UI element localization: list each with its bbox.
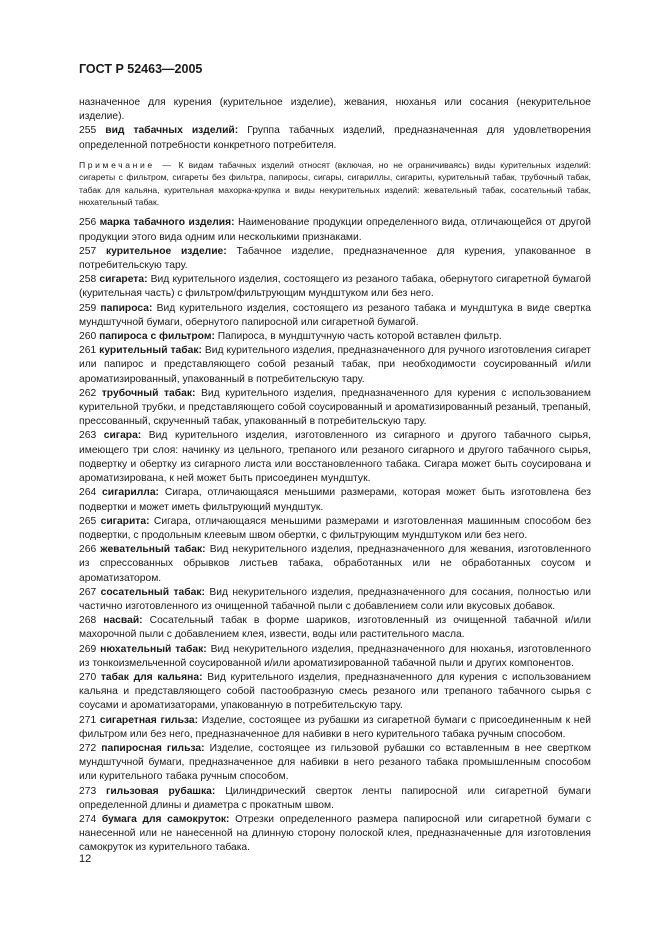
entry-text: Цилиндрический сверток ленты папиросной или сигаретной бумаги определенной длины и диаметра с прокатным швом.	[79, 785, 591, 811]
entry-text: Вид курительного изделия, состоящего из резаного табака и мундштука в виде свертка мундштучной бумаги, обернутого папиросной или сигаретной бумагой.	[79, 302, 591, 328]
definition-entry	[79, 344, 591, 387]
definition-entry	[79, 671, 591, 714]
entry-number: 272	[79, 742, 97, 754]
entry-number: 257	[79, 245, 97, 257]
entry-term: жевательный табак:	[100, 544, 206, 556]
definition-entry	[79, 813, 591, 856]
definition-entry	[79, 387, 591, 430]
entry-text: Вид курительного изделия, предназначенного для ручного изготовления сигарет или папирос и представляющего собой резаный табак, при необходимости соусированный и/или ароматизированный, упакованный в потребительскую тару.	[79, 345, 591, 385]
entry-number: 274	[79, 813, 97, 825]
entry-term: нюхательный табак:	[100, 643, 207, 655]
entry-text: Вид некурительного изделия, предназначенного для сосания, полностью или частично изготовленного из очищенной табачной пыли с добавлением соли или вкусовых добавок.	[79, 586, 591, 612]
entry-term: насвай:	[103, 615, 143, 627]
entry-number: 256	[79, 217, 97, 229]
entry-number: 268	[79, 615, 97, 627]
entry-number: 265	[79, 515, 97, 527]
definition-entry	[79, 586, 591, 614]
intro-paragraph: назначенное для курения (курительное изделие), жевания, нюханья или сосания (некурительное изделие).	[79, 97, 591, 123]
entry-number: 267	[79, 586, 97, 598]
entry-number: 261	[79, 345, 97, 357]
entry-text: Изделие, состоящее из гильзовой рубашки со вставленным в нее свертком мундштучной бумаги, предназначенное для набивки в него резаного табака промышленным способом или курительного табака ручным способом.	[79, 742, 591, 783]
entry-number: 258	[79, 274, 97, 286]
entry-text: Сигара, отличающаяся меньшими размерами и изготовленная машинным способом без подвертки, с продольным клеевым швом обертки, с фильтрующим мундштуком или без него.	[79, 515, 591, 541]
entry-number: 264	[79, 487, 97, 499]
definition-entry	[79, 302, 591, 330]
note-text: К видам табачных изделий относят (включая, но не ограничиваясь) виды курительных изделий: сигареты с фильтром, сигареты без фильтра, папиросы, сигары, сигариллы, сигариты, курительный табак, трубочный табак, табак для кальяна, курительная махорка-крупка и виды некурительных изделий: жевательный табак, сосательный табак, нюхательный табак.	[79, 159, 591, 208]
definition-entry	[79, 486, 591, 514]
definition-entry	[79, 742, 591, 785]
entry-text: Вид курительного изделия, состоящего из резаного табака, обернутого сигаретной бумагой (курительная часть) с фильтром/фильтрующим мундштуком или без него.	[79, 274, 591, 300]
entry-text: Наименование продукции определенного вида, отличающейся от другой продукции этого вида одним или несколькими признаками.	[79, 217, 591, 243]
entry-term: бумага для самокруток:	[101, 813, 230, 825]
entry-text: Вид некурительного изделия, предназначенного для жевания, изготовленного из спрессованных обрывков листьев табака, обработанных или не обработанных соусом и ароматизатором.	[79, 544, 591, 584]
entry-term: папироса с фильтром:	[99, 331, 215, 343]
definition-entry	[79, 273, 591, 301]
page-number: 12	[79, 853, 92, 865]
definition-entry	[79, 245, 591, 273]
definition-entry	[79, 643, 591, 671]
entry-number: 266	[79, 544, 97, 556]
entry-number: 269	[79, 643, 97, 655]
entry-term: сигарита:	[100, 515, 150, 527]
entry-number: 260	[79, 331, 97, 343]
definition-entry	[79, 543, 591, 586]
entry-text: Вид некурительного изделия, предназначенного для нюханья, изготовленного из тонкоизмельченной соусированной и/или ароматизированной табачной пыли и других компонентов.	[79, 643, 591, 669]
entry-term: курительное изделие:	[105, 245, 227, 257]
entry-text: Сосательный табак в форме шариков, изготовленный из очищенной табачной и/или махорочной пыли с добавлением клея, извести, воды или растительного масла.	[79, 615, 591, 641]
entry-text: Изделие, состоящее из рубашки из сигаретной бумаги с присоединенным к ней фильтром или без него, предназначенное для набивки в него курительного табака ручным способом.	[79, 714, 591, 740]
definitions-list-b	[79, 216, 591, 855]
entry-term: гильзовая рубашка:	[106, 785, 216, 797]
entry-term: сигаретная гильза:	[99, 714, 199, 726]
entry-term: папиросная гильза:	[101, 742, 205, 754]
definitions-list-a	[79, 124, 591, 152]
definition-entry	[79, 330, 591, 344]
entry-text: Вид курительного изделия, изготовленного из сигарного и другого табачного сырья, имеющего три слоя: начинку из цельного, трепаного или резаного сигарного и другого табачного сырья, подвертку и обертку из сигарного листа или восстановленного табака. Сигара может быть соусирована и ароматизирована, к ней может быть присоединен мундштук.	[79, 430, 591, 485]
note-label: Примечание —	[79, 159, 174, 170]
entry-number: 270	[79, 671, 97, 683]
entry-text: Папироса, в мундштучную часть которой вставлен фильтр.	[217, 331, 502, 343]
entry-text: Группа табачных изделий, предназначенная для удовлетворения определенной потребности конкретного потребителя.	[79, 125, 591, 151]
definition-entry	[79, 614, 591, 642]
entry-number: 259	[79, 302, 97, 314]
document-header: ГОСТ Р 52463—2005	[79, 62, 203, 76]
entry-term: табак для кальяна:	[100, 671, 203, 683]
entry-term: трубочный табак:	[101, 387, 196, 399]
definition-entry	[79, 124, 591, 152]
entry-term: вид табачных изделий:	[105, 125, 239, 137]
entry-term: папироса:	[100, 302, 153, 314]
note-paragraph	[79, 159, 591, 209]
entry-number: 263	[79, 430, 97, 442]
definition-entry	[79, 785, 591, 813]
entry-term: сигарета:	[99, 274, 148, 286]
entry-term: сигара:	[103, 430, 142, 442]
definition-entry	[79, 714, 591, 742]
entry-text: Отрезки определенного размера папиросной или сигаретной бумаги с нанесенной или не нанесенной на длинную сторону полоской клея, предназначенные для изготовления самокруток из курительного табака.	[79, 813, 591, 854]
entry-number: 271	[79, 714, 97, 726]
entry-term: сигарилла:	[102, 487, 159, 499]
definition-entry	[79, 429, 591, 486]
entry-term: марка табачного изделия:	[99, 217, 235, 229]
definition-entry	[79, 515, 591, 543]
entry-text: Вид курительного изделия, предназначенного для курения с использованием кальяна и представляющего собой пастообразную смесь резаного или трепаного табачного сырья с соусами и ароматизаторами, упакованную в потребительскую тару.	[79, 671, 592, 712]
entry-text: Сигара, отличающаяся меньшими размерами, которая может быть изготовлена без подвертки и может иметь фильтрующий мундштук.	[79, 487, 591, 513]
entry-number: 255	[79, 125, 97, 137]
entry-term: курительный табак:	[99, 345, 202, 357]
definition-entry	[79, 216, 591, 244]
entry-number: 262	[79, 387, 97, 399]
entry-number: 273	[79, 785, 97, 797]
entry-term: сосательный табак:	[100, 586, 205, 598]
entry-text: Табачное изделие, предназначенное для курения, упакованное в потребительскую тару.	[79, 245, 591, 272]
document-body	[79, 96, 591, 856]
entry-text: Вид курительного изделия, предназначенного для курения с использованием курительной трубки, и представляющего собой соусированный и ароматизированный резаный, трепаный, прессованный, скрученный табак, упакованный в потребительскую тару.	[79, 387, 591, 428]
